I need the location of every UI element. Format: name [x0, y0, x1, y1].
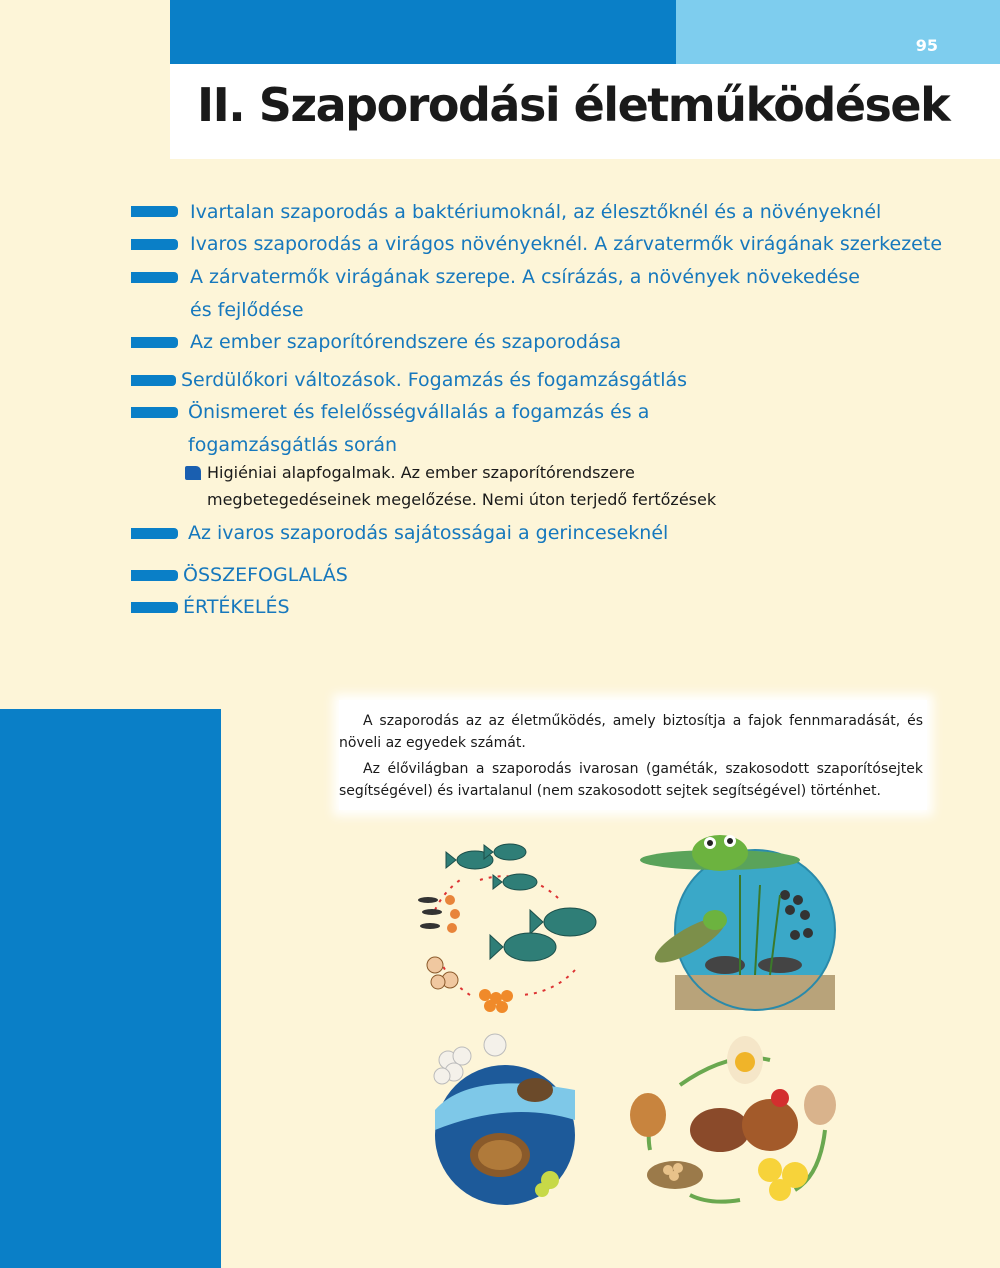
toc-item[interactable]: ÉRTÉKELÉS — [183, 596, 290, 618]
decorative-blue-block — [0, 709, 221, 1268]
toc-bullet-bar — [131, 375, 176, 386]
turtle-life-cycle-icon — [430, 1030, 590, 1210]
frog-life-cycle-icon — [630, 825, 850, 1025]
intro-paragraph-2: Az élővilágban a szaporodás ivarosan (gaméták, szakosodott szaporítósejtek segítségével) és ivartalanul (nem szakosodott sejtek segítségével) történhet. — [339, 761, 923, 799]
page-number: 95 — [915, 36, 938, 55]
chapter-title: II. Szaporodási életműködések — [197, 78, 950, 132]
toc-sub-item[interactable]: Higiéniai alapfogalmak. Az ember szaporítórendszere megbetegedéseinek megelőzése. Nemi úton terjedő fertőzések — [207, 463, 717, 509]
header-band — [170, 0, 676, 64]
toc-item[interactable]: Az ember szaporítórendszere és szaporodása — [190, 331, 622, 353]
toc-item[interactable]: Serdülőkori változások. Fogamzás és fogamzásgátlás — [181, 369, 688, 391]
header-band-light — [676, 0, 1000, 64]
toc-bullet-bar — [131, 407, 178, 418]
toc-item[interactable]: ÖSSZEFOGLALÁS — [183, 564, 348, 586]
toc-item[interactable]: Ivartalan szaporodás a baktériumoknál, az élesztőknél és a növényeknél — [190, 201, 882, 223]
toc-bullet-bar — [131, 337, 178, 348]
toc-bullet-bar — [131, 528, 178, 539]
chicken-life-cycle-icon — [620, 1030, 850, 1220]
toc-item[interactable]: A zárvatermők virágának szerepe. A csírázás, a növények növekedése és fejlődése — [190, 266, 860, 321]
toc-sub-marker — [185, 466, 201, 480]
intro-text-box — [339, 700, 927, 810]
toc-bullet-bar — [131, 570, 178, 581]
toc-bullet-bar — [131, 239, 178, 250]
toc-bullet-bar — [131, 272, 178, 283]
toc-bullet-bar — [131, 206, 178, 217]
toc-item[interactable]: Önismeret és felelősségvállalás a fogamzás és a fogamzásgátlás során — [188, 401, 650, 456]
toc-item[interactable]: Az ivaros szaporodás sajátosságai a gerinceseknél — [188, 522, 669, 544]
intro-paragraph-1: A szaporodás az az életműködés, amely biztosítja a fajok fennmaradását, és növeli az egyedek számát. — [339, 713, 923, 751]
toc-bullet-bar — [131, 602, 178, 613]
fish-life-cycle-icon — [410, 830, 600, 1020]
toc-item[interactable]: Ivaros szaporodás a virágos növényeknél. A zárvatermők virágának szerkezete — [190, 233, 943, 255]
